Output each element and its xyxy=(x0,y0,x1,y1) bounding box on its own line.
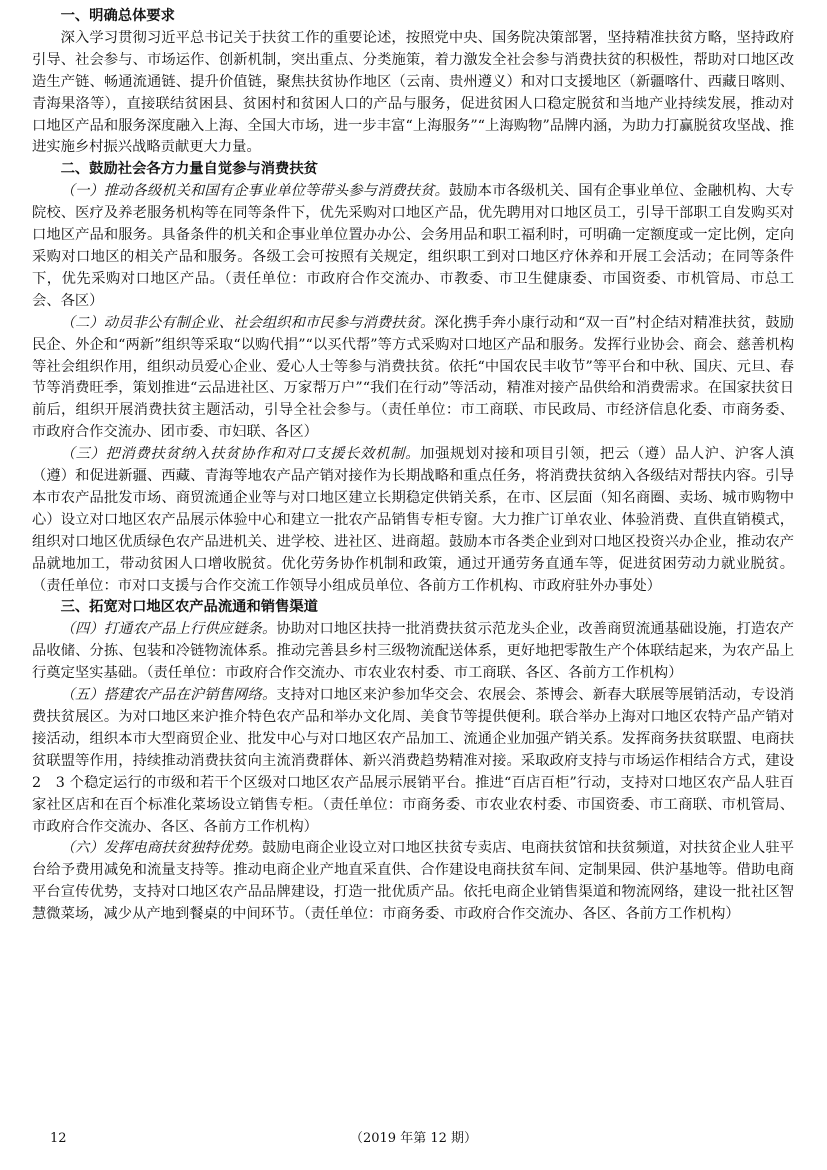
subheading-item-4: （四）打通农产品上行供应链条。 xyxy=(60,621,277,638)
page-footer xyxy=(0,1128,827,1150)
paragraph-text: 鼓励电商企业设立对口地区扶贫专卖店、电商扶贫馆和扶贫频道，对扶贫企业人驻平台给予费用减免和流量支持等。推动电商企业产地直采直供、合作建设电商扶贫车间、定制果园、供沪基地等。借助电商平台宣传优势，支持对口地区农产品品牌建设，打造一批优质产品。依托电商企业销售渠道和物流网络，建设一批社区智慧微菜场，减少从产地到餐桌的中间环节。（责任单位：市商务委、市政府合作交流办、各区、各前方工作机构） xyxy=(32,840,795,923)
paragraph-general-requirements xyxy=(32,28,794,159)
paragraph-text: 深入学习贯彻习近平总书记关于扶贫工作的重要论述，按照党中央、国务院决策部署，坚持精准扶贫方略，坚持政府引导、社会参与、市场运作、创新机制，突出重点、分类施策，着力激发全社会参与消费扶贫的积极性，帮助对口地区改造生产链、畅通流通链、提升价值链，聚焦扶贫协作地区（云南、贵州遵义）和对口支援地区（新疆喀什、西藏日喀则、青海果洛等），直接联结贫困县、贫困村和贫困人口的产品与服务，促进贫困人口稳定脱贫和当地产业持续发展，推动对口地区产品和服务深度融入上海、全国大市场，进一步丰富“上海服务”“上海购物”品牌内涵，为助力打赢脱贫攻坚战、推进实施乡村振兴战略贡献更大力量。 xyxy=(32,29,794,156)
paragraph-item-6 xyxy=(32,838,794,926)
subheading-item-6: （六）发挥电商扶贫独特优势。 xyxy=(60,840,262,857)
issue-label: （2019 年第 12 期） xyxy=(349,1131,478,1146)
subheading-item-5: （五）搭建农产品在沪销售网络。 xyxy=(60,687,277,704)
paragraph-item-2 xyxy=(32,313,794,444)
section-heading-2: 二、鼓励社会各方力量自觉参与消费扶贫 xyxy=(60,161,318,178)
paragraph-text: 支持对口地区来沪参加华交会、农展会、茶博会、新春大联展等展销活动，专设消费扶贫展区。为对口地区来沪推介特色农产品和举办文化周、美食节等提供便利。联合举办上海对口地区农特产品产销对接活动，组织本市大型商贸企业、批发中心与对口地区农产品加工、流通企业加强产销关系。发挥商务扶贫联盟、电商扶贫联盟等作用，持续推动消费扶贫向主流消费群体、新兴消费趋势精准对接。采取政府支持与市场运作相结合方式，建设 2 3 个稳定运行的市级和若干个区级对口地区农产品展示展销平台。推进“百店百柜”行动，支持对口地区农产品人驻百家社区店和在百个标准化菜场设立销售专柜。（责任单位：市商务委、市农业农村委、市国资委、市工商联、市机管局、市政府合作交流办、各区、各前方工作机构） xyxy=(32,687,794,835)
paragraph-text: 深化携手奔小康行动和“双一百”村企结对精准扶贫，鼓励民企、外企和“两新”组织等采取“以购代捐”“以买代帮”等方式采购对口地区产品和服务。发挥行业协会、商会、慈善机构等社会组织作用，组织动员爱心企业、爱心人士等参与消费扶贫。依托“中国农民丰收节”等平台和中秋、国庆、元旦、春节等消费旺季，策划推进“云品进社区、万家帮万户”“我们在行动”等活动，精准对接产品供给和消费需求。在国家扶贫日前后，组织开展消费扶贫主题活动，引导全社会参与。（责任单位：市工商联、市民政局、市经济信息化委、市商务委、市政府合作交流办、团市委、市妇联、各区） xyxy=(32,314,794,441)
subheading-item-3: （三）把消费扶贫纳入扶贫协作和对口支援长效机制。 xyxy=(60,446,421,463)
section-heading-3: 三、拓宽对口地区农产品流通和销售渠道 xyxy=(60,599,318,616)
section-heading-1: 一、明确总体要求 xyxy=(60,8,175,24)
paragraph-item-4 xyxy=(32,619,794,685)
paragraph-text: 鼓励本市各级机关、国有企事业单位、金融机构、大专院校、医疗及养老服务机构等在同等条件下，优先采购对口地区产品，优先聘用对口地区员工，引导干部职工自发购买对口地区产品和服务。具备条件的机关和企事业单位置办办公、会务用品和职工福利时，可明确一定额度或一定比例，定向采购对口地区的相关产品和服务。各级工会可按照有关规定，组织职工到对口地区疗休养和开展工会活动；在同等条件下，优先采购对口地区产品。（责任单位：市政府合作交流办、市教委、市卫生健康委、市国资委、市机管局、市总工会、各区） xyxy=(32,183,795,309)
paragraph-text: 协助对口地区扶持一批消费扶贫示范龙头企业，改善商贸流通基础设施，打造农产品收储、分拣、包装和冷链物流体系。推动完善县乡村三级物流配送体系，更好地把零散生产个体联结起来，为农产品上行奠定坚实基础。（责任单位：市政府合作交流办、市农业农村委、市工商联、各区、各前方工作机构） xyxy=(32,621,794,682)
subheading-item-1: （一）推动各级机关和国有企事业单位等带头参与消费扶贫。 xyxy=(60,183,449,200)
paragraph-item-3 xyxy=(32,444,794,597)
paragraph-text: 加强规划对接和项目引领，把云（遵）品人沪、沪客人滇（遵）和促进新疆、西藏、青海等地农产品产销对接作为长期战略和重点任务，将消费扶贫纳入各级结对帮扶内容。引导本市农产品批发市场、商贸流通企业等与对口地区建立长期稳定供销关系，在市、区层面（知名商圈、卖场、城市购物中心）设立对口地区农产品展示体验中心和建立一批农产品销售专柜专窗。大力推广订单农业、体验消费、直供直销模式，组织对口地区优质绿色农产品进机关、进学校、进社区、进商超。鼓励本市各类企业到对口地区投资兴办企业，推动农产品就地加工，带动贫困人口增收脱贫。优化劳务协作机制和政策，通过开通劳务直通车等，促进贫困劳动力就业脱贫。（责任单位：市对口支援与合作交流工作领导小组成员单位、各前方工作机构、市政府驻外办事处） xyxy=(32,446,795,594)
paragraph-item-5 xyxy=(32,685,794,838)
document-body xyxy=(32,6,794,926)
page-number: 12 xyxy=(50,1131,67,1146)
subheading-item-2: （二）动员非公有制企业、社会组织和市民参与消费扶贫。 xyxy=(60,314,435,331)
paragraph-item-1 xyxy=(32,181,794,312)
